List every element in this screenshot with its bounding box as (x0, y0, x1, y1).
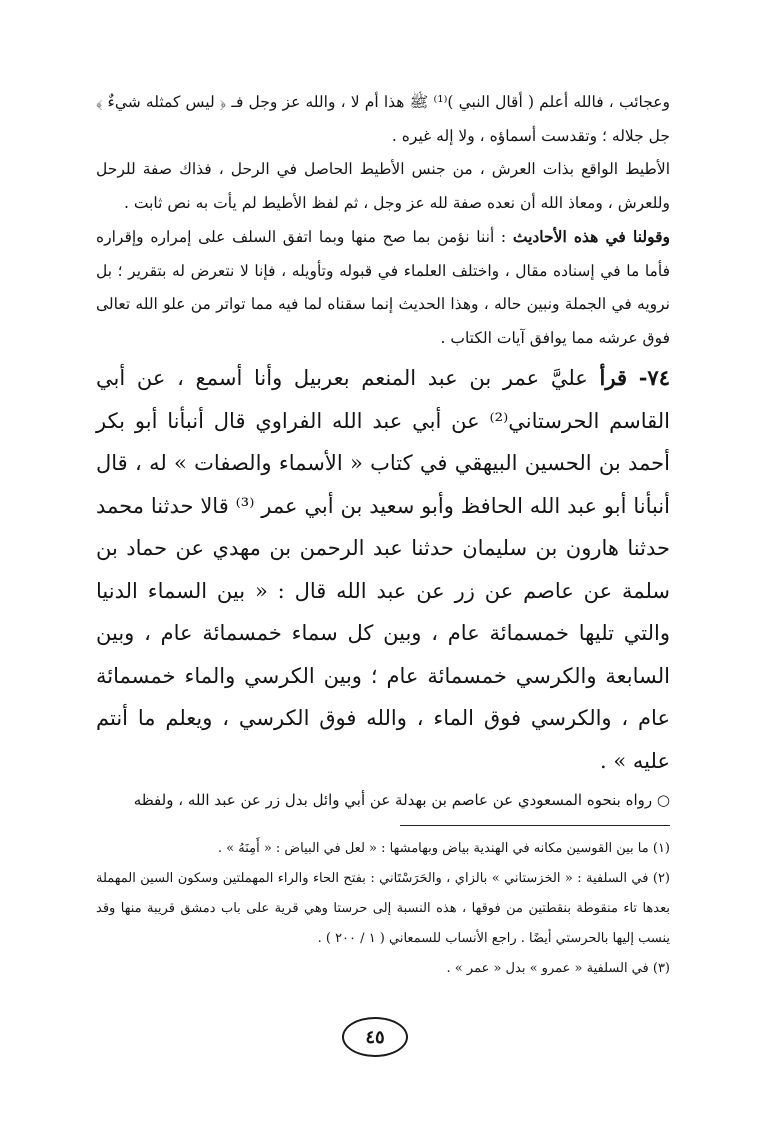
narration-note-text: رواه بنحوه المسعودي عن عاصم بن بهدلة عن أبي وائل بدل زر عن عبد الله ، ولفظه (133, 791, 653, 809)
narration-note (96, 784, 670, 817)
page-body (96, 86, 670, 984)
paragraph-1: وعجائب ، فالله أعلم ( أقال النبي )⁽¹⁾ ﷺ هذا أم لا ، والله عز وجل فـ ﴿ ليس كمثله شيءٌ ﴾ جل جلاله ؛ وتقدست أسماؤه ، ولا إله غيره . (96, 93, 670, 145)
hadith-lead: قرأ (599, 365, 627, 390)
footnote-2: (٢) في السلفية : « الخزستاني » بالزاي ، والحَرَسْتَاني : بفتح الحاء والراء المهملتين وسكون السين المهملة بعدها تاء منقوطة بنقطتين من فوقها ، هذه النسبة إلى حرستا وهي قرية على باب دمشق قريبة منها وقد ينسب إليها بالحرستي أيضًا . راجع الأنساب للسمعاني ( ١ / ٢٠٠ ) . (96, 871, 670, 946)
footnote-divider (400, 825, 670, 826)
page-number-text: ٤٥ (365, 1026, 385, 1048)
footnote-3: (٣) في السلفية « عمرو » بدل « عمر » . (446, 961, 670, 976)
circle-marker-icon: ○ (656, 791, 670, 809)
hadith-text: عليَّ عمر بن عبد المنعم بعربيل وأنا أسمع ، عن أبي القاسم الحرستاني⁽²⁾ عن أبي عبد الله الفراوي قال أنبأنا أبو بكر أحمد بن الحسين البيهقي في كتاب « الأسماء والصفات » له ، قال أنبأنا أبو عبد الله الحافظ وأبو سعيد بن أبي عمر ⁽³⁾ قالا حدثنا محمد حدثنا هارون بن سليمان حدثنا عبد الرحمن بن مهدي عن حماد بن سلمة عن عاصم عن زر عن عبد الله قال : « بين السماء الدنيا والتي تليها خمسمائة عام ، وبين كل سماء خمسمائة عام ، وبين السابعة والكرسي خمسمائة عام ؛ وبين الكرسي والماء خمسمائة عام ، والكرسي فوق الماء ، والله فوق الكرسي ، ويعلم ما أنتم عليه » . (96, 366, 670, 773)
paragraph-3 (96, 220, 670, 355)
hadith-74 (96, 357, 670, 782)
paragraph-2: الأطيط الواقع بذات العرش ، من جنس الأطيط الحاصل في الرحل ، فذاك صفة للرحل وللعرش ، ومعاذ الله أن نعده صفة لله عز وجل ، ثم لفظ الأطيط لم يأت به نص ثابت . (96, 160, 670, 212)
page-number (342, 1017, 408, 1057)
hadith-number: ٧٤- (638, 365, 670, 390)
footnote-1: (١) ما بين القوسين مكانه في الهندية بياض وبهامشها : « لعل في البياض : « أَمِنَهُ » . (217, 841, 670, 856)
paragraph-3-lead: وقولنا في هذه الأحاديث (512, 227, 670, 246)
paragraph-3-text: : أننا نؤمن بما صح منها وبما اتفق السلف على إمراره وإقراره فأما ما في إسناده مقال ، واختلف العلماء في قبوله وتأويله ، فإنا لا نتعرض له بتقرير ؛ بل نرويه في الجملة ونبين حاله ، وهذا الحديث إنما سقناه لما فيه مما تواتر من علو الله تعالى فوق عرشه مما يوافق آيات الكتاب . (96, 228, 670, 347)
